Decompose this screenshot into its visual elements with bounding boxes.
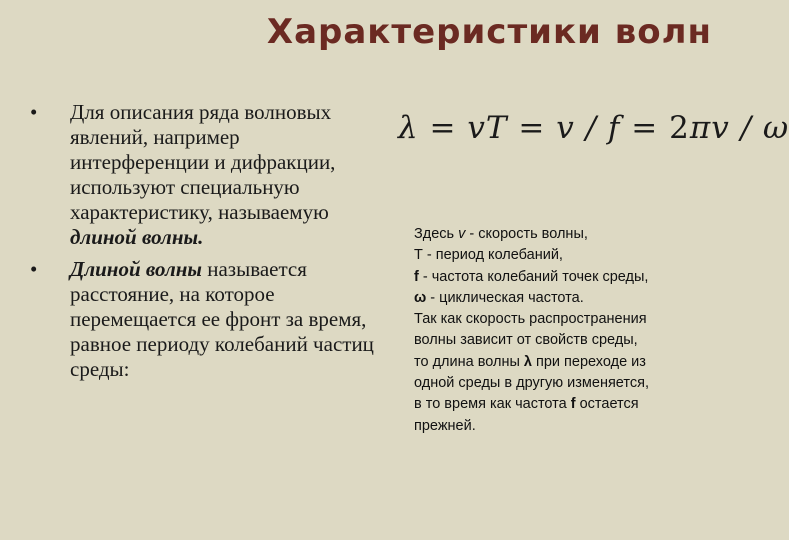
note-line: волны зависит от свойств среды, <box>414 332 638 349</box>
slide-title: Характеристики волн <box>266 12 712 52</box>
bullet-text: Для описания ряда волновых явлений, например интерференции и дифракции, используют специальную характеристику, называемую <box>70 100 336 224</box>
bullet-item-wavelength-definition <box>30 257 375 382</box>
formula-2piv-over-omega: πv / ω <box>689 110 789 146</box>
note-line: f - частота колебаний точек среды, <box>414 268 649 285</box>
bullet-list <box>30 100 375 389</box>
bullet-text: называется расстояние, на которое перемещается ее фронт за время, равное периоду колебаний частиц среды: <box>70 257 374 381</box>
formula-vt: vT <box>467 110 508 146</box>
explanation-note <box>414 224 714 437</box>
note-line: в то время как частота f остается <box>414 396 639 413</box>
note-line: то длина волны λ при переходе из <box>414 353 646 370</box>
note-line: Так как скорость распространения <box>414 311 647 328</box>
bullet-dot-icon: • <box>30 100 38 124</box>
wavelength-formula <box>398 106 789 150</box>
bullet-end: . <box>198 225 204 249</box>
bullet-dot-icon: • <box>30 257 38 281</box>
bullet-term: длиной волны <box>70 225 199 249</box>
formula-lambda: λ <box>398 110 419 146</box>
note-line: Т - период колебаний, <box>414 247 563 264</box>
formula-equals-2: = <box>518 110 546 146</box>
note-line: одной среды в другую изменяется, <box>414 375 649 392</box>
formula-equals-3: = <box>631 110 659 146</box>
bullet-term: Длиной волны <box>70 257 202 281</box>
bullet-item-wavelength-intro <box>30 100 375 250</box>
note-line: прежней. <box>414 417 476 434</box>
formula-equals-1: = <box>429 110 457 146</box>
formula-two: 2 <box>669 110 690 146</box>
note-line: Здесь v - скорость волны, <box>414 226 588 242</box>
note-line: ω - циклическая частота. <box>414 289 584 306</box>
formula-v-over-f: v / f <box>556 110 621 146</box>
